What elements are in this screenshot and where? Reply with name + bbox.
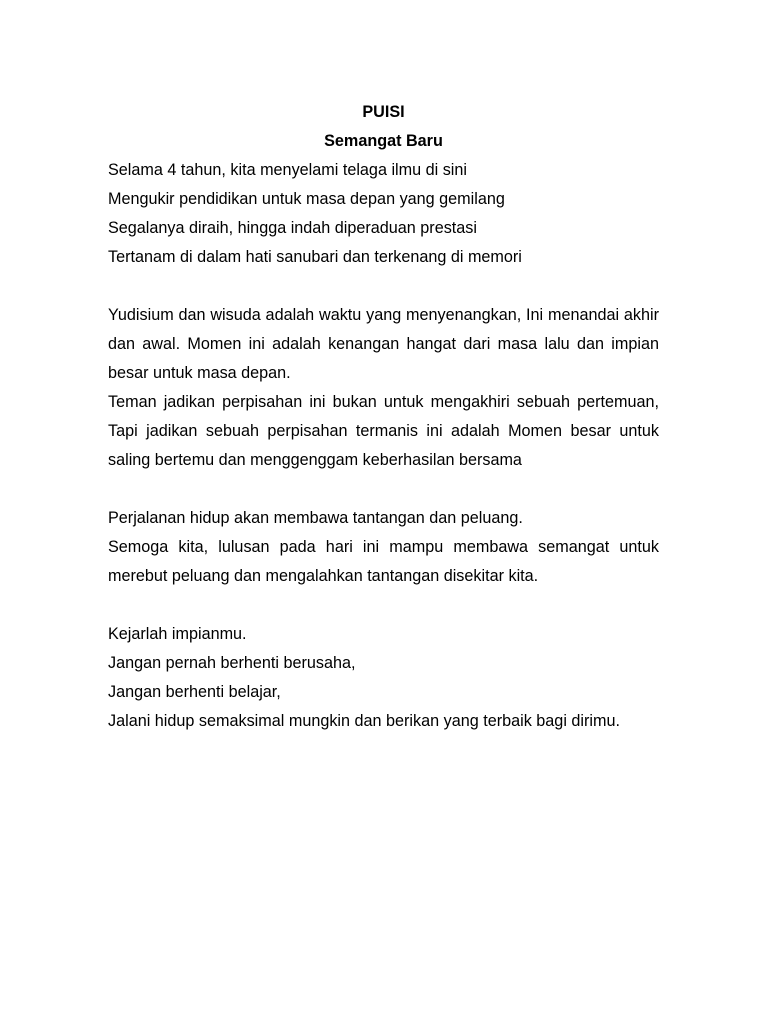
poem-line: Segalanya diraih, hingga indah diperaduan prestasi	[108, 219, 477, 237]
poem-subtitle: Semangat Baru	[324, 132, 443, 150]
poem-body	[108, 98, 659, 736]
poem-line: Mengukir pendidikan untuk masa depan yang gemilang	[108, 190, 505, 208]
poem-paragraph: Semoga kita, lulusan pada hari ini mampu membawa semangat untuk merebut peluang dan mengalahkan tantangan disekitar kita.	[108, 538, 659, 585]
poem-paragraph: Teman jadikan perpisahan ini bukan untuk mengakhiri sebuah pertemuan, Tapi jadikan sebuah perpisahan termanis ini adalah Momen besar untuk saling bertemu dan menggenggam keberhasilan bersama	[108, 393, 659, 469]
stanza-gap	[108, 591, 659, 620]
poem-paragraph: Yudisium dan wisuda adalah waktu yang menyenangkan, Ini menandai akhir dan awal. Momen ini adalah kenangan hangat dari masa lalu dan impian besar untuk masa depan.	[108, 306, 659, 382]
poem-line: Perjalanan hidup akan membawa tantangan dan peluang.	[108, 509, 523, 527]
poem-line: Jangan pernah berhenti berusaha,	[108, 654, 356, 672]
page-title: PUISI	[362, 103, 405, 121]
poem-line: Jangan berhenti belajar,	[108, 683, 281, 701]
poem-line: Selama 4 tahun, kita menyelami telaga ilmu di sini	[108, 161, 468, 179]
poem-line: Tertanam di dalam hati sanubari dan terkenang di memori	[108, 248, 522, 266]
stanza-4	[108, 620, 659, 736]
stanza-gap	[108, 475, 659, 504]
stanza-gap	[108, 272, 659, 301]
poem-line: Kejarlah impianmu.	[108, 625, 247, 643]
stanza-3	[108, 504, 659, 591]
stanza-2	[108, 301, 659, 475]
stanza-1	[108, 156, 659, 272]
poem-paragraph: Jalani hidup semaksimal mungkin dan berikan yang terbaik bagi dirimu.	[108, 712, 620, 730]
